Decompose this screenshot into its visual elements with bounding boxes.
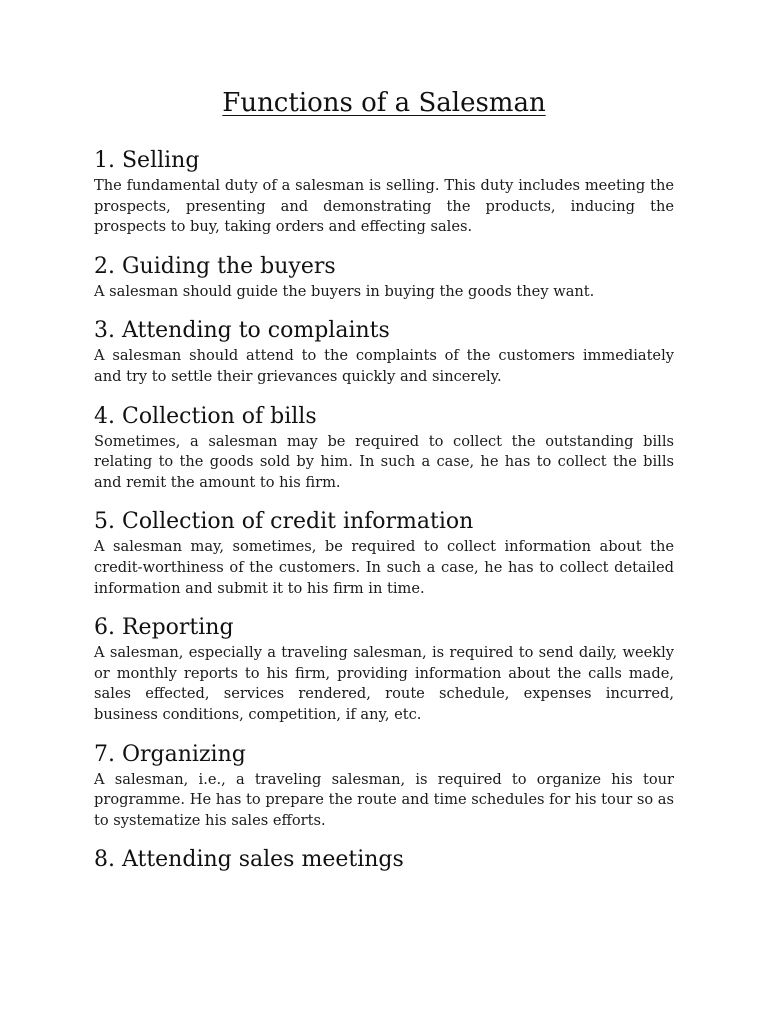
section-reporting: [94, 613, 674, 725]
section-attending-sales-meetings: [94, 845, 674, 875]
section-credit-information: [94, 507, 674, 599]
section-body: Sometimes, a salesman may be required to collect the outstanding bills relating to the goods sold by him. In such a case, he has to collect the bills and remit the amount to his firm.: [94, 432, 674, 491]
section-heading: 8. Attending sales meetings: [94, 847, 404, 873]
section-heading: 1. Selling: [94, 148, 200, 173]
section-heading: 7. Organizing: [94, 741, 246, 767]
section-heading: 5. Collection of credit information: [94, 509, 474, 535]
section-guiding-buyers: [94, 252, 674, 303]
section-attending-complaints: [94, 316, 674, 387]
section-heading: 4. Collection of bills: [94, 403, 317, 429]
section-collection-of-bills: [94, 402, 674, 494]
section-heading: 3. Attending to complaints: [94, 318, 390, 344]
section-selling: [94, 146, 674, 238]
section-heading: 2. Guiding the buyers: [94, 253, 336, 279]
section-body: A salesman may, sometimes, be required to collect information about the credit-worthiness of the customers. In such a case, he has to collect detailed information and submit it to his firm in time.: [94, 538, 674, 597]
page-title: Functions of a Salesman: [222, 88, 546, 118]
section-body: A salesman should attend to the complaints of the customers immediately and try to settle their grievances quickly and sincerely.: [94, 347, 674, 385]
section-heading: 6. Reporting: [94, 615, 234, 641]
sections-container: [94, 146, 674, 889]
section-body: The fundamental duty of a salesman is selling. This duty includes meeting the prospects, presenting and demonstrating the products, inducing the prospects to buy, taking orders and effecting sales.: [94, 177, 674, 236]
section-body: A salesman should guide the buyers in buying the goods they want.: [94, 282, 595, 300]
section-body: A salesman, especially a traveling salesman, is required to send daily, weekly or monthly reports to his firm, providing information about the calls made, sales effected, services rendered, route schedule, expenses incurred, business conditions, competition, if any, etc.: [94, 644, 674, 723]
section-body: A salesman, i.e., a traveling salesman, is required to organize his tour programme. He has to prepare the route and time schedules for his tour so as to systematize his sales efforts.: [94, 770, 674, 829]
section-organizing: [94, 740, 674, 832]
